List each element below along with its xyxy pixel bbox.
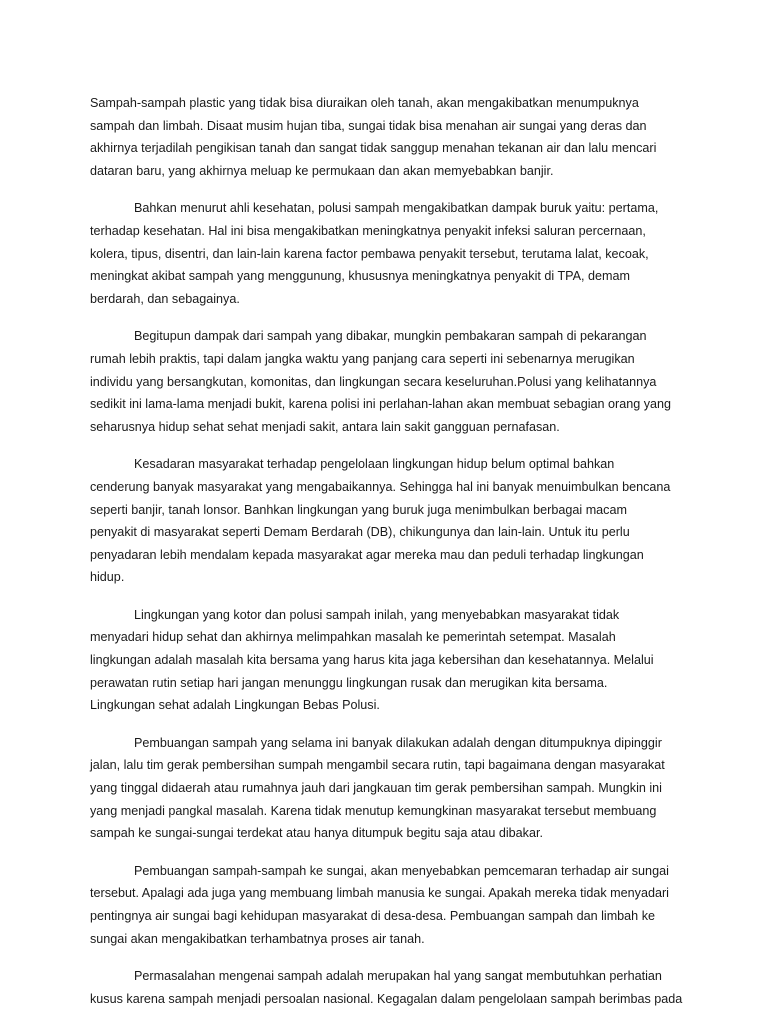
text-line: Pembuangan sampah yang selama ini banyak dilakukan adalah dengan ditumpuknya dipinggir — [134, 735, 662, 750]
text-line: sampah ke sungai-sungai terdekat atau hanya ditumpuk begitu saja atau dibakar. — [90, 826, 543, 841]
text-line: yang tinggal didaerah atau rumahnya jauh dari jangkauan tim gerak pembersihan sampah. Mungkin ini — [90, 781, 662, 796]
text-line: Bahkan menurut ahli kesehatan, polusi sampah mengakibatkan dampak buruk yaitu: pertama, — [134, 201, 659, 216]
paragraph — [90, 453, 686, 589]
paragraph — [90, 965, 686, 1010]
text-line: seperti banjir, tanah lonsor. Banhkan lingkungan yang buruk juga menimbulkan berbagai macam — [90, 502, 627, 517]
text-line: tersebut. Apalagi ada juga yang membuang limbah manusia ke sungai. Apakah mereka tidak menyadari — [90, 886, 669, 901]
text-line: sedikit ini lama-lama menjadi bukit, karena polisi ini perlahan-lahan akan membuat sebagian orang yang — [90, 397, 672, 412]
paragraph — [90, 860, 686, 950]
text-line: kolera, tipus, disentri, dan lain-lain karena factor pembawa penyakit tersebut, terutama lalat, kecoak, — [90, 246, 649, 261]
paragraph — [90, 325, 686, 438]
text-line: Pembuangan sampah-sampah ke sungai, akan menyebabkan pemcemaran terhadap air sungai — [134, 863, 669, 878]
text-line: kusus karena sampah menjadi persoalan nasional. Kegagalan dalam pengelolaan sampah berimbas pada — [90, 991, 683, 1006]
text-line: dataran baru, yang akhirnya meluap ke permukaan dan akan memyebabkan banjir. — [90, 163, 554, 178]
text-line: Kesadaran masyarakat terhadap pengelolaan lingkungan hidup belum optimal bahkan — [134, 457, 615, 472]
text-line: terhadap kesehatan. Hal ini bisa mengakibatkan meningkatnya penyakit infeksi saluran percernaan, — [90, 223, 646, 238]
document-page — [90, 92, 686, 1025]
text-line: lingkungan adalah masalah kita bersama yang harus kita jaga kebersihan dan kesehatannya. Melalui — [90, 653, 654, 668]
text-line: akhirnya terjadilah pengikisan tanah dan sangat tidak sanggup menahan tekanan air dan lalu mencari — [90, 141, 657, 156]
text-line: penyakit di masyarakat seperti Demam Berdarah (DB), chikungunya dan lain-lain. Untuk itu perlu — [90, 525, 630, 540]
text-line: Begitupun dampak dari sampah yang dibakar, mungkin pembakaran sampah di pekarangan — [134, 329, 647, 344]
text-line: yang menjadi pangkal masalah. Karena tidak menutup kemungkinan masyarakat tersebut membuang — [90, 803, 657, 818]
text-line: Permasalahan mengenai sampah adalah merupakan hal yang sangat membutuhkan perhatian — [134, 969, 662, 984]
text-line: Sampah-sampah plastic yang tidak bisa diuraikan oleh tanah, akan mengakibatkan menumpuknya — [90, 96, 639, 110]
text-line: Lingkungan yang kotor dan polusi sampah inilah, yang menyebabkan masyarakat tidak — [134, 607, 620, 622]
text-line: jalan, lalu tim gerak pembersihan sumpah mengambil secara rutin, tapi bagaimana dengan masyarakat — [90, 758, 665, 773]
paragraph — [90, 197, 686, 310]
text-line: sungai akan mengakibatkan terhambatnya proses air tanah. — [90, 931, 425, 946]
text-line: individu yang bersangkutan, komonitas, dan lingkungan secara keseluruhan.Polusi yang kelihatannya — [90, 374, 657, 389]
text-line: perawatan rutin setiap hari jangan menunggu lingkungan rusak dan merugikan kita bersama. — [90, 675, 608, 690]
paragraph — [90, 92, 686, 182]
text-line: Lingkungan sehat adalah Lingkungan Bebas Polusi. — [90, 698, 380, 713]
text-line: rumah lebih praktis, tapi dalam jangka waktu yang panjang cara seperti ini sebenarnya merugikan — [90, 351, 635, 366]
text-line: seharusnya hidup sehat sehat menjadi sakit, antara lain sakit gangguan pernafasan. — [90, 419, 560, 434]
text-line: pentingnya air sungai bagi kehidupan masyarakat di desa-desa. Pembuangan sampah dan limbah ke — [90, 909, 655, 923]
text-line: penyadaran lebih mendalam kepada masyarakat agar mereka mau dan peduli terhadap lingkungan — [90, 547, 644, 562]
paragraph — [90, 604, 686, 717]
text-line: sampah dan limbah. Disaat musim hujan tiba, sungai tidak bisa menahan air sungai yang deras dan — [90, 118, 647, 133]
text-line: menyadari hidup sehat dan akhirnya melimpahkan masalah ke pemerintah setempat. Masalah — [90, 630, 616, 645]
text-line: berdarah, dan sebagainya. — [90, 291, 240, 306]
text-line: meningkat akibat sampah yang menggunung, khususnya meningkatnya penyakit di TPA, demam — [90, 269, 630, 284]
text-line: cenderung banyak masyarakat yang mengabaikannya. Sehingga hal ini banyak menuimbulkan bencana — [90, 479, 671, 494]
text-line: hidup. — [90, 570, 125, 585]
paragraph — [90, 732, 686, 845]
